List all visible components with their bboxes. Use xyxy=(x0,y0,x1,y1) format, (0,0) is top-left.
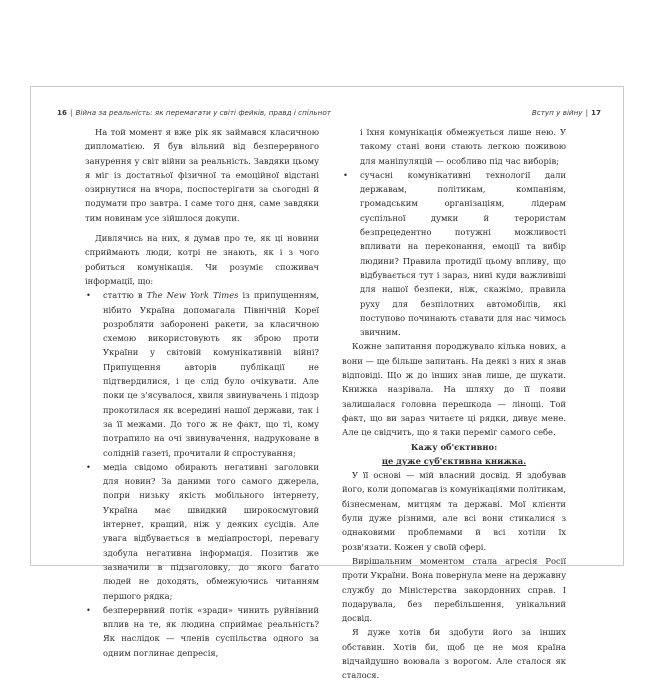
header-separator: | xyxy=(70,108,73,117)
right-page xyxy=(328,87,625,681)
paragraph: Вирішальним моментом стала агресія Росії проти України. Вона повернула мене на державну службу до Міністерства закордонних справ. І подарувала, без перебільшення, унікальний досвід. xyxy=(342,555,566,624)
paragraph: У її основі — мій власний досвід. Я здобував його, коли допомагав із комунікаціями політикам, бізнесменам, митцям та державі. Мої клієнти були дуже різними, але всі вони стикалися з однаковими проблемами й всі хотіли їх розв'язати. Кожен у своїй сфері. xyxy=(342,470,566,552)
right-text-column xyxy=(342,125,566,683)
book-spread xyxy=(30,86,624,681)
bullet-item xyxy=(85,460,319,603)
header-separator: | xyxy=(585,108,588,117)
bullet-item xyxy=(85,288,319,460)
bullet-text: статтю в xyxy=(103,290,147,301)
bullet-italic-title: The New York Times xyxy=(146,290,239,301)
bullet-marker: • xyxy=(86,290,91,301)
emphasis-line-underlined xyxy=(342,454,566,468)
page-number-left: 16 xyxy=(57,108,68,117)
paragraph: Кожне запитання породжувало кілька нових, а вони — ще більше запитань. На деякі з них я знав відповіді. Що ж до інших знав лише, де шукати. Книжка назрівала. На шляху до її появи залишалася головна перешкода — лінощі. Той факт, що ви зараз читаєте ці рядки, дивує мене. Але це свідчить, що я таки переміг самого себе. xyxy=(342,341,566,438)
bullet-text: медіа свідомо обирають негативні заголовки для новин? За даними того самого джерела, попри низьку якість мобільного інтернету, Україна має швидкий широкосмуговий інтернет, кращий, ніж у деяких сусідів. Але увага відбувається в медіапросторі, перевагу здобула негативна інформація. Позитив же зазначили в підзаголовку, до якого багато людей не доходять, обмежуючись читанням першого рядка; xyxy=(103,461,319,601)
bullet-text: безперервний потік «зради» чинить руйнівний вплив на те, як людина сприймає реальність? Як наслідок — членів суспільства одного за одним поглинає депресія, xyxy=(103,604,319,658)
right-running-header xyxy=(532,108,601,117)
left-text-column xyxy=(85,125,319,660)
book-title-header: Війна за реальність: як перемагати у світі фейків, правд і спільнот xyxy=(75,108,331,117)
page-number-right: 17 xyxy=(590,108,601,117)
bullet-item xyxy=(85,603,319,660)
bullet-marker: • xyxy=(86,604,91,615)
bullet-continuation: і їхня комунікація обмежується лише нею. У такому стані вони стають легкою поживою для маніпуляцій — особливо під час виборів; xyxy=(360,127,566,166)
bullet-text: із припущенням, нібито Україна допомагала Північній Кореї розробляти заборонені ракети, за класичною схемою використовують як зброю проти України у світовій комунікативній війні? Припущення авторів публікації не підтвердилися, і це слід було очікувати. Але поки це з'ясувалося, хвиля звинувачень і підозр прокотилася як всередині нашої держави, так і за її межами. До того ж не факт, що ті, кому потрапило на очі звинувачення, надруковане в солідній газеті, прочитали й спростування; xyxy=(103,290,319,458)
bullet-marker: • xyxy=(343,169,348,180)
bullet-marker: • xyxy=(86,461,91,472)
emphasis-line: Кажу об'єктивно: xyxy=(410,441,498,452)
paragraph: Я дуже хотів би здобути його за інших обставин. Хотів би, щоб це не моя країна відчайдушно воювала з ворогом. Але сталося як сталося. xyxy=(342,627,566,681)
underlined-text: це дуже суб'єктивна книжка. xyxy=(381,455,527,466)
paragraph: Дивлячись на них, я думав про те, як ці новини сприймають люди, котрі не знають, як і з чого робиться комунікація. Чи розуміє споживач інформації, що: xyxy=(85,233,319,286)
bullet-text: сучасні комунікативні технології дали державам, політикам, компаніям, громадським організаціям, лідерам суспільної думки й терористам безпрецедентно потужні можливості впливати на переконання, емоції та вибір людини? Правила протидії цьому впливу, що відбувається тут і зараз, нині куди важливіші для нашої безпеки, ніж, скажімо, правила руху для безпілотних автомобілів, які поступово починають ставати для нас чимось звичним. xyxy=(360,169,566,338)
left-page xyxy=(31,87,331,658)
bullet-item xyxy=(342,168,566,340)
chapter-title-header: Вступ у війну xyxy=(531,108,583,117)
left-running-header xyxy=(57,108,331,117)
paragraph: На той момент я вже рік як займався класичною дипломатією. Я був вільний від безперервного занурення у світ війни за реальність. Завдяки цьому я міг із достатньої фізичної та емоційної відстані озирнутися на вчора, поспостерігати за сьогодні й подумати про завтра. І саме того дня, саме завдяки тим новинам усе зійшлося докупи. xyxy=(85,127,319,223)
